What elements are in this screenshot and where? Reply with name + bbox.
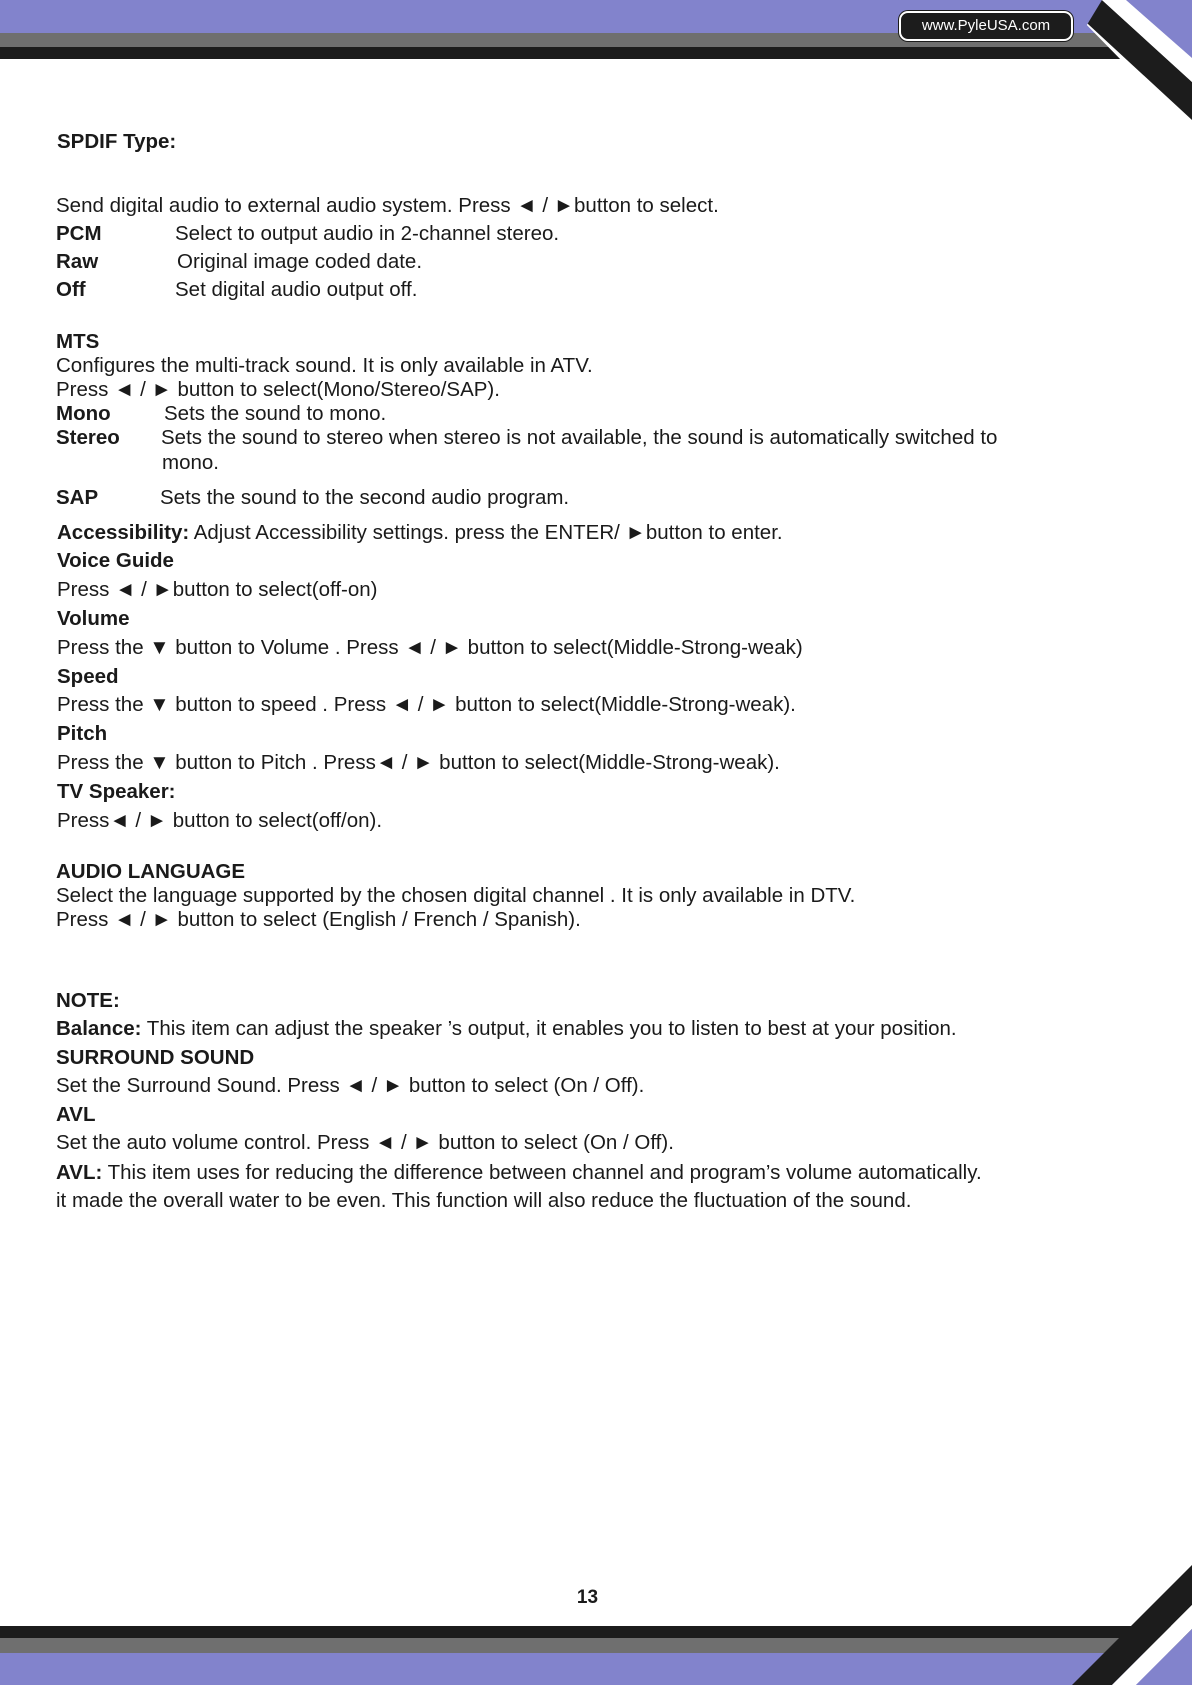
avl-text: Set the auto volume control. Press ◄ / ► button to select (On / Off). [56, 1131, 674, 1154]
pitch-heading: Pitch [57, 722, 108, 745]
mts-mono-term: Mono [56, 402, 111, 425]
tv-speaker-heading: TV Speaker: [57, 780, 176, 803]
mts-heading: MTS [56, 330, 100, 353]
mts-stereo-desc-cont: mono. [162, 451, 219, 474]
tv-speaker-text: Press◄ / ► button to select(off/on). [57, 809, 383, 832]
mts-line1: Configures the multi-track sound. It is only available in ATV. [56, 354, 593, 377]
surround-heading: SURROUND SOUND [56, 1046, 255, 1069]
speed-heading: Speed [57, 665, 119, 688]
spdif-option-desc: Original image coded date. [177, 250, 423, 273]
spdif-option-term: PCM [56, 222, 102, 245]
accessibility-desc: Adjust Accessibility settings. press the ENTER/ ►button to enter. [189, 521, 783, 544]
page-number: 13 [576, 1587, 599, 1608]
balance-line [56, 1016, 957, 1042]
audio-language-heading: AUDIO LANGUAGE [56, 860, 246, 883]
volume-text: Press the ▼ button to Volume . Press ◄ / ► button to select(Middle-Strong-weak) [57, 636, 803, 659]
mts-sap-term: SAP [56, 486, 99, 509]
pitch-text: Press the ▼ button to Pitch . Press◄ / ► button to select(Middle-Strong-weak). [57, 751, 780, 774]
avl-term: AVL: [56, 1161, 103, 1184]
mts-sap-desc: Sets the sound to the second audio program. [160, 486, 570, 509]
note-heading: NOTE: [56, 989, 120, 1012]
spdif-option-term: Raw [56, 250, 99, 273]
audio-language-line1: Select the language supported by the chosen digital channel . It is only available in DTV. [56, 884, 856, 907]
voice-guide-heading: Voice Guide [57, 549, 174, 572]
mts-stereo-term: Stereo [56, 426, 120, 449]
header-band-black [0, 47, 1192, 59]
spdif-option-desc: Select to output audio in 2-channel stereo. [175, 222, 560, 245]
footer-band-black [0, 1626, 1192, 1638]
surround-text: Set the Surround Sound. Press ◄ / ► button to select (On / Off). [56, 1074, 645, 1097]
header-corner-decoration [1062, 0, 1192, 120]
avl-heading: AVL [56, 1103, 96, 1126]
mts-line2: Press ◄ / ► button to select(Mono/Stereo/SAP). [56, 378, 500, 401]
volume-heading: Volume [57, 607, 130, 630]
balance-desc: This item can adjust the speaker ’s output, it enables you to listen to best at your position. [141, 1017, 957, 1040]
avl-desc: This item uses for reducing the difference between channel and program’s volume automatically. [102, 1161, 982, 1184]
accessibility-term: Accessibility: [57, 521, 190, 544]
mts-mono-desc: Sets the sound to mono. [164, 402, 387, 425]
voice-guide-text: Press ◄ / ►button to select(off-on) [57, 578, 378, 601]
avl-desc-cont: it made the overall water to be even. This function will also reduce the fluctuation of the sound. [56, 1189, 912, 1212]
footer-band-purple [0, 1653, 1192, 1685]
accessibility-line [57, 520, 783, 546]
avl-note-line [56, 1160, 982, 1186]
footer-band-grey [0, 1638, 1192, 1653]
spdif-option-term: Off [56, 278, 86, 301]
spdif-intro: Send digital audio to external audio system. Press ◄ / ►button to select. [56, 194, 719, 217]
mts-stereo-desc: Sets the sound to stereo when stereo is not available, the sound is automatically switched to [161, 426, 998, 449]
footer-corner-decoration [1072, 1565, 1192, 1685]
spdif-heading: SPDIF Type: [57, 130, 177, 153]
spdif-option-desc: Set digital audio output off. [175, 278, 418, 301]
speed-text: Press the ▼ button to speed . Press ◄ / ► button to select(Middle-Strong-weak). [57, 693, 796, 716]
audio-language-line2: Press ◄ / ► button to select (English / French / Spanish). [56, 908, 581, 931]
balance-term: Balance: [56, 1017, 142, 1040]
website-badge: www.PyleUSA.com [899, 11, 1073, 41]
